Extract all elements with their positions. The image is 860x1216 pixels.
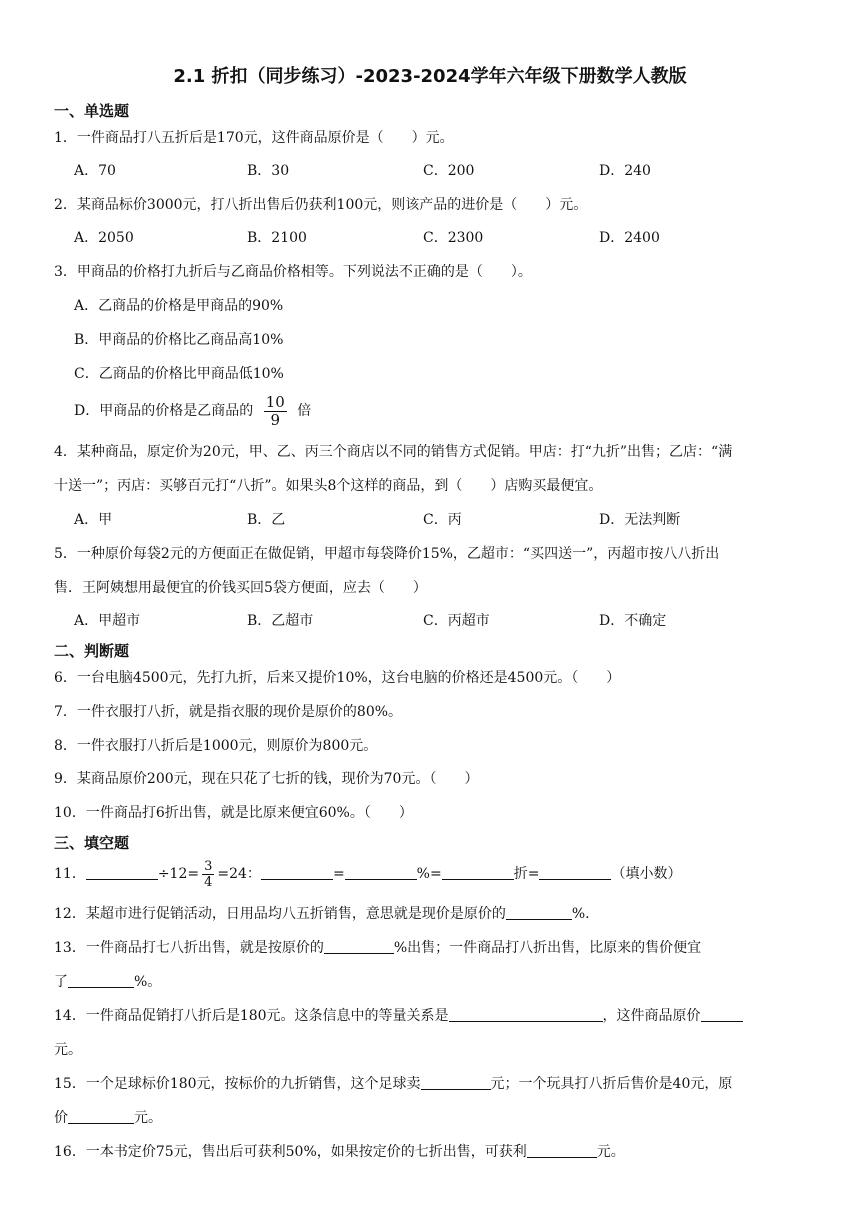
question-8: 8．一件衣服打八折后是1000元，则原价为800元。 bbox=[54, 738, 378, 754]
answer-blank[interactable] bbox=[442, 865, 514, 880]
q3-option-b: B．甲商品的价格比乙商品高10% bbox=[74, 332, 284, 348]
q3-option-d bbox=[74, 393, 311, 429]
q11-hint: （填小数） bbox=[611, 866, 682, 882]
question-15-line-2 bbox=[54, 1109, 814, 1127]
q11-text: =24： bbox=[217, 866, 261, 882]
answer-blank[interactable] bbox=[86, 865, 158, 880]
answer-blank[interactable] bbox=[324, 939, 394, 954]
q13-text: %出售；一件商品打八折出售，比原来的售价便宜 bbox=[393, 940, 702, 956]
fraction-denominator: 4 bbox=[204, 874, 213, 890]
question-6: 6．一台电脑4500元，先打九折，后来又提价10%，这台电脑的价格还是4500元。（ ） bbox=[54, 670, 621, 686]
q14-text: ，这件商品原价 bbox=[602, 1008, 701, 1024]
q11-text: 折= bbox=[513, 866, 540, 882]
q5-option-c: C．丙超市 bbox=[423, 613, 490, 629]
q2-option-d: D．2400 bbox=[599, 230, 660, 246]
question-16 bbox=[54, 1143, 814, 1161]
q15-text: 元。 bbox=[134, 1110, 162, 1126]
question-13-line-1 bbox=[54, 939, 814, 957]
answer-blank[interactable] bbox=[68, 1109, 134, 1124]
q4-option-c: C．丙 bbox=[423, 512, 462, 528]
q3-option-d-suffix: 倍 bbox=[297, 403, 312, 419]
q3-option-d-text: D．甲商品的价格是乙商品的 bbox=[74, 403, 254, 419]
q11-text: %= bbox=[416, 866, 442, 882]
q5-option-a: A．甲超市 bbox=[74, 613, 141, 629]
section-heading-fill-blank: 三、填空题 bbox=[54, 834, 130, 852]
q4-option-a: A．甲 bbox=[74, 512, 113, 528]
question-9: 9．某商品原价200元，现在只花了七折的钱，现价为70元。（ ） bbox=[54, 771, 479, 787]
question-5-line-2: 售．王阿姨想用最便宜的价钱买回5袋方便面，应去（ ） bbox=[54, 580, 427, 596]
question-2: 2．某商品标价3000元，打八折出售后仍获利100元，则该产品的进价是（ ）元。 bbox=[54, 197, 588, 213]
q4-option-b: B．乙 bbox=[247, 512, 286, 528]
fraction-denominator: 9 bbox=[270, 410, 280, 429]
answer-blank[interactable] bbox=[506, 905, 572, 920]
question-5-line-1: 5．一种原价每袋2元的方便面正在做促销，甲超市每袋降价15%，乙超市：“买四送一”，丙超市按八八折出 bbox=[54, 546, 720, 562]
q1-option-c: C．200 bbox=[423, 163, 475, 179]
q1-option-d: D．240 bbox=[599, 163, 651, 179]
answer-blank[interactable] bbox=[539, 865, 611, 880]
q3-option-c: C．乙商品的价格比甲商品低10% bbox=[74, 366, 284, 382]
q2-option-c: C．2300 bbox=[423, 230, 484, 246]
question-15-line-1 bbox=[54, 1075, 814, 1093]
question-4-line-2: 十送一”；丙店：买够百元打“八折”。如果头8个这样的商品，到（ ）店购买最便宜。 bbox=[54, 478, 603, 494]
q15-text: 价 bbox=[54, 1110, 68, 1126]
fraction bbox=[264, 394, 287, 429]
q15-text: 15．一个足球标价180元，按标价的九折销售，这个足球卖 bbox=[54, 1076, 421, 1092]
answer-blank[interactable] bbox=[421, 1075, 491, 1090]
q14-text: 14．一件商品促销打八折后是180元。这条信息中的等量关系是 bbox=[54, 1008, 449, 1024]
q16-text: 16．一本书定价75元，售出后可获利50%，如果按定价的七折出售，可获利 bbox=[54, 1144, 527, 1160]
q13-text: 了 bbox=[54, 974, 68, 990]
q11-text: = bbox=[332, 866, 345, 882]
question-14-line-2: 元。 bbox=[54, 1042, 82, 1058]
q12-text: %. bbox=[571, 906, 590, 922]
q5-option-b: B．乙超市 bbox=[247, 613, 314, 629]
q1-option-b: B．30 bbox=[247, 163, 290, 179]
q13-text: 13．一件商品打七八折出售，就是按原价的 bbox=[54, 940, 324, 956]
answer-blank[interactable] bbox=[261, 865, 333, 880]
q2-option-a: A．2050 bbox=[74, 230, 134, 246]
question-7: 7．一件衣服打八折，就是指衣服的现价是原价的80%。 bbox=[54, 704, 403, 720]
fraction-numerator: 3 bbox=[204, 858, 213, 874]
q11-number: 11． bbox=[54, 866, 86, 882]
question-10: 10．一件商品打6折出售，就是比原来便宜60%。（ ） bbox=[54, 805, 413, 821]
question-12 bbox=[54, 905, 814, 923]
question-14-line-1 bbox=[54, 1007, 814, 1025]
q13-text: %。 bbox=[134, 974, 162, 990]
q16-text: 元。 bbox=[596, 1144, 625, 1160]
q3-option-a: A．乙商品的价格是甲商品的90% bbox=[74, 298, 284, 314]
page-title: 2.1 折扣（同步练习）-2023-2024学年六年级下册数学人教版 bbox=[173, 66, 687, 87]
question-11 bbox=[54, 857, 814, 891]
q5-option-d: D．不确定 bbox=[599, 613, 667, 629]
q12-text: 12．某超市进行促销活动，日用品均八五折销售，意思就是现价是原价的 bbox=[54, 906, 506, 922]
fraction bbox=[202, 859, 214, 890]
question-3: 3．甲商品的价格打九折后与乙商品价格相等。下列说法不正确的是（ ）。 bbox=[54, 264, 532, 280]
q11-text: ÷12= bbox=[157, 866, 200, 882]
question-13-line-2 bbox=[54, 973, 814, 991]
section-heading-single-choice: 一、单选题 bbox=[54, 102, 130, 120]
answer-blank[interactable] bbox=[527, 1143, 597, 1158]
answer-blank[interactable] bbox=[701, 1007, 743, 1022]
section-heading-true-false: 二、判断题 bbox=[54, 642, 130, 660]
question-4-line-1: 4．某种商品，原定价为20元，甲、乙、丙三个商店以不同的销售方式促销。甲店：打“九折”出售；乙店：“满 bbox=[54, 444, 733, 460]
answer-blank[interactable] bbox=[449, 1007, 603, 1022]
answer-blank[interactable] bbox=[68, 973, 134, 988]
question-1: 1．一件商品打八五折后是170元，这件商品原价是（ ）元。 bbox=[54, 130, 454, 146]
q15-text: 元；一个玩具打八折后售价是40元，原 bbox=[490, 1076, 733, 1092]
answer-blank[interactable] bbox=[345, 865, 417, 880]
q2-option-b: B．2100 bbox=[247, 230, 307, 246]
q1-option-a: A．70 bbox=[74, 163, 116, 179]
fraction-numerator: 10 bbox=[265, 392, 285, 411]
q4-option-d: D．无法判断 bbox=[599, 512, 681, 528]
